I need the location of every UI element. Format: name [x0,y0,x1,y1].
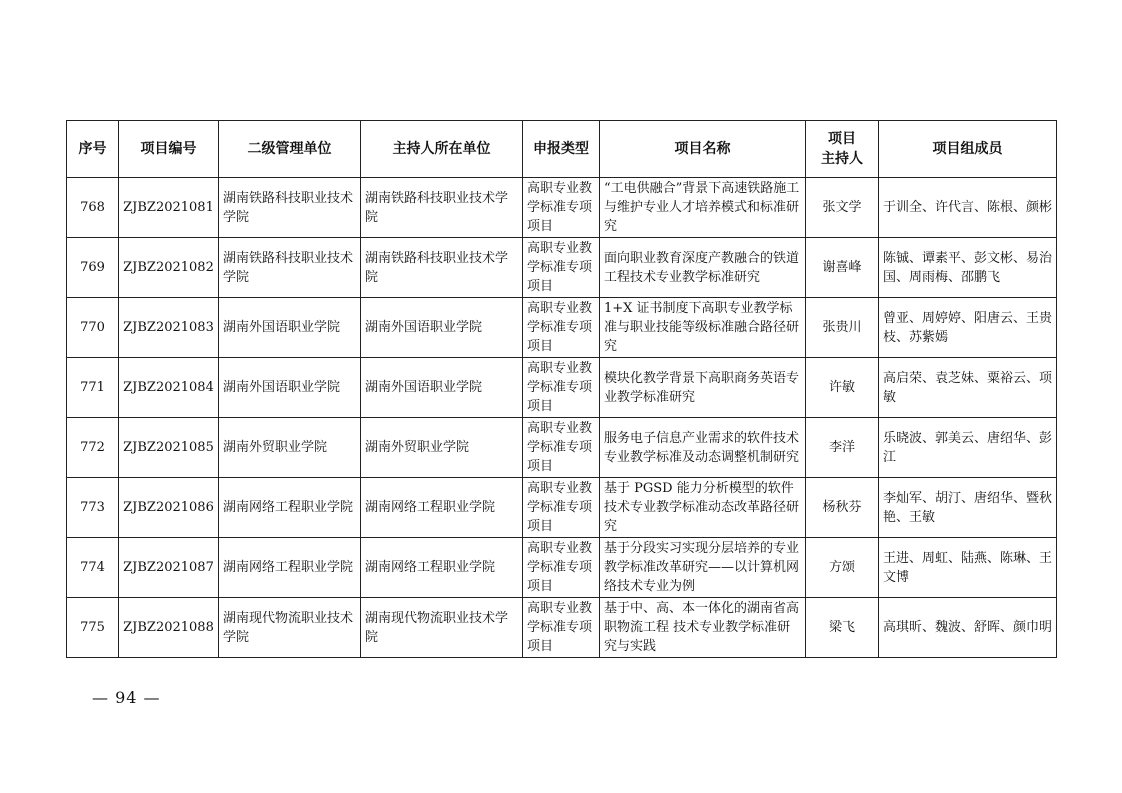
table-header-row [67,121,1057,178]
cell-leader: 方颂 [806,538,879,598]
table-row [67,298,1057,358]
page-number: — 94 — [92,688,161,707]
cell-name: 1+X 证书制度下高职专业教学标准与职业技能等级标准融合路径研究 [600,298,806,358]
cell-seq: 771 [67,358,119,418]
table-row [67,178,1057,238]
cell-members: 乐晓波、郭美云、唐绍华、彭江 [879,418,1057,478]
table-row [67,478,1057,538]
header-members: 项目组成员 [879,121,1057,178]
cell-members: 王进、周虹、陆燕、陈琳、王文博 [879,538,1057,598]
cell-code: ZJBZ2021081 [119,178,219,238]
cell-seq: 769 [67,238,119,298]
table-row [67,238,1057,298]
cell-members: 高琪昕、魏波、舒晖、颜巾明 [879,598,1057,658]
cell-leader: 张文学 [806,178,879,238]
cell-type: 高职专业教学标准专项项目 [523,418,600,478]
cell-seq: 773 [67,478,119,538]
cell-host-unit: 湖南外贸职业学院 [361,418,523,478]
cell-code: ZJBZ2021085 [119,418,219,478]
cell-type: 高职专业教学标准专项项目 [523,598,600,658]
header-code: 项目编号 [119,121,219,178]
cell-name: 基于分段实习实现分层培养的专业教学标准改革研究——以计算机网络技术专业为例 [600,538,806,598]
cell-unit: 湖南外贸职业学院 [219,418,361,478]
cell-leader: 许敏 [806,358,879,418]
cell-host-unit: 湖南网络工程职业学院 [361,538,523,598]
cell-members: 陈铖、谭素平、彭文彬、易治国、周雨梅、邵鹏飞 [879,238,1057,298]
cell-members: 曾亚、周婷婷、阳唐云、王贵枝、苏紫嫣 [879,298,1057,358]
cell-seq: 768 [67,178,119,238]
cell-unit: 湖南外国语职业学院 [219,298,361,358]
cell-type: 高职专业教学标准专项项目 [523,238,600,298]
cell-code: ZJBZ2021088 [119,598,219,658]
cell-type: 高职专业教学标准专项项目 [523,478,600,538]
cell-leader: 杨秋芬 [806,478,879,538]
cell-code: ZJBZ2021086 [119,478,219,538]
header-type: 申报类型 [523,121,600,178]
cell-seq: 775 [67,598,119,658]
header-seq: 序号 [67,121,119,178]
cell-name: “工电供融合”背景下高速铁路施工与维护专业人才培养模式和标准研究 [600,178,806,238]
header-host-unit: 主持人所在单位 [361,121,523,178]
cell-name: 面向职业教育深度产教融合的铁道工程技术专业教学标准研究 [600,238,806,298]
table-row [67,418,1057,478]
cell-unit: 湖南网络工程职业学院 [219,538,361,598]
cell-leader: 张贵川 [806,298,879,358]
cell-host-unit: 湖南铁路科技职业技术学院 [361,238,523,298]
cell-leader: 梁飞 [806,598,879,658]
cell-name: 基于中、高、本一体化的湖南省高职物流工程 技术专业教学标准研究与实践 [600,598,806,658]
cell-host-unit: 湖南铁路科技职业技术学院 [361,178,523,238]
cell-name: 基于 PGSD 能力分析模型的软件技术专业教学标准动态改革路径研究 [600,478,806,538]
cell-type: 高职专业教学标准专项项目 [523,358,600,418]
table-row [67,598,1057,658]
cell-name: 模块化教学背景下高职商务英语专业教学标准研究 [600,358,806,418]
cell-host-unit: 湖南现代物流职业技术学院 [361,598,523,658]
table-row [67,358,1057,418]
cell-unit: 湖南现代物流职业技术学院 [219,598,361,658]
cell-seq: 770 [67,298,119,358]
table-row [67,538,1057,598]
project-table [66,120,1057,658]
header-unit: 二级管理单位 [219,121,361,178]
cell-type: 高职专业教学标准专项项目 [523,298,600,358]
header-leader: 项目 主持人 [806,121,879,178]
cell-unit: 湖南网络工程职业学院 [219,478,361,538]
cell-type: 高职专业教学标准专项项目 [523,178,600,238]
cell-unit: 湖南铁路科技职业技术学院 [219,178,361,238]
cell-type: 高职专业教学标准专项项目 [523,538,600,598]
cell-members: 高启荣、袁芝妹、粟裕云、项敏 [879,358,1057,418]
cell-host-unit: 湖南网络工程职业学院 [361,478,523,538]
cell-name: 服务电子信息产业需求的软件技术专业教学标准及动态调整机制研究 [600,418,806,478]
cell-members: 于训全、许代言、陈根、颜彬 [879,178,1057,238]
cell-members: 李灿军、胡汀、唐绍华、暨秋艳、王敏 [879,478,1057,538]
cell-host-unit: 湖南外国语职业学院 [361,298,523,358]
cell-seq: 774 [67,538,119,598]
cell-host-unit: 湖南外国语职业学院 [361,358,523,418]
cell-unit: 湖南铁路科技职业技术学院 [219,238,361,298]
cell-code: ZJBZ2021083 [119,298,219,358]
header-name: 项目名称 [600,121,806,178]
cell-code: ZJBZ2021087 [119,538,219,598]
cell-code: ZJBZ2021082 [119,238,219,298]
cell-seq: 772 [67,418,119,478]
cell-leader: 李洋 [806,418,879,478]
cell-code: ZJBZ2021084 [119,358,219,418]
cell-unit: 湖南外国语职业学院 [219,358,361,418]
cell-leader: 谢喜峰 [806,238,879,298]
